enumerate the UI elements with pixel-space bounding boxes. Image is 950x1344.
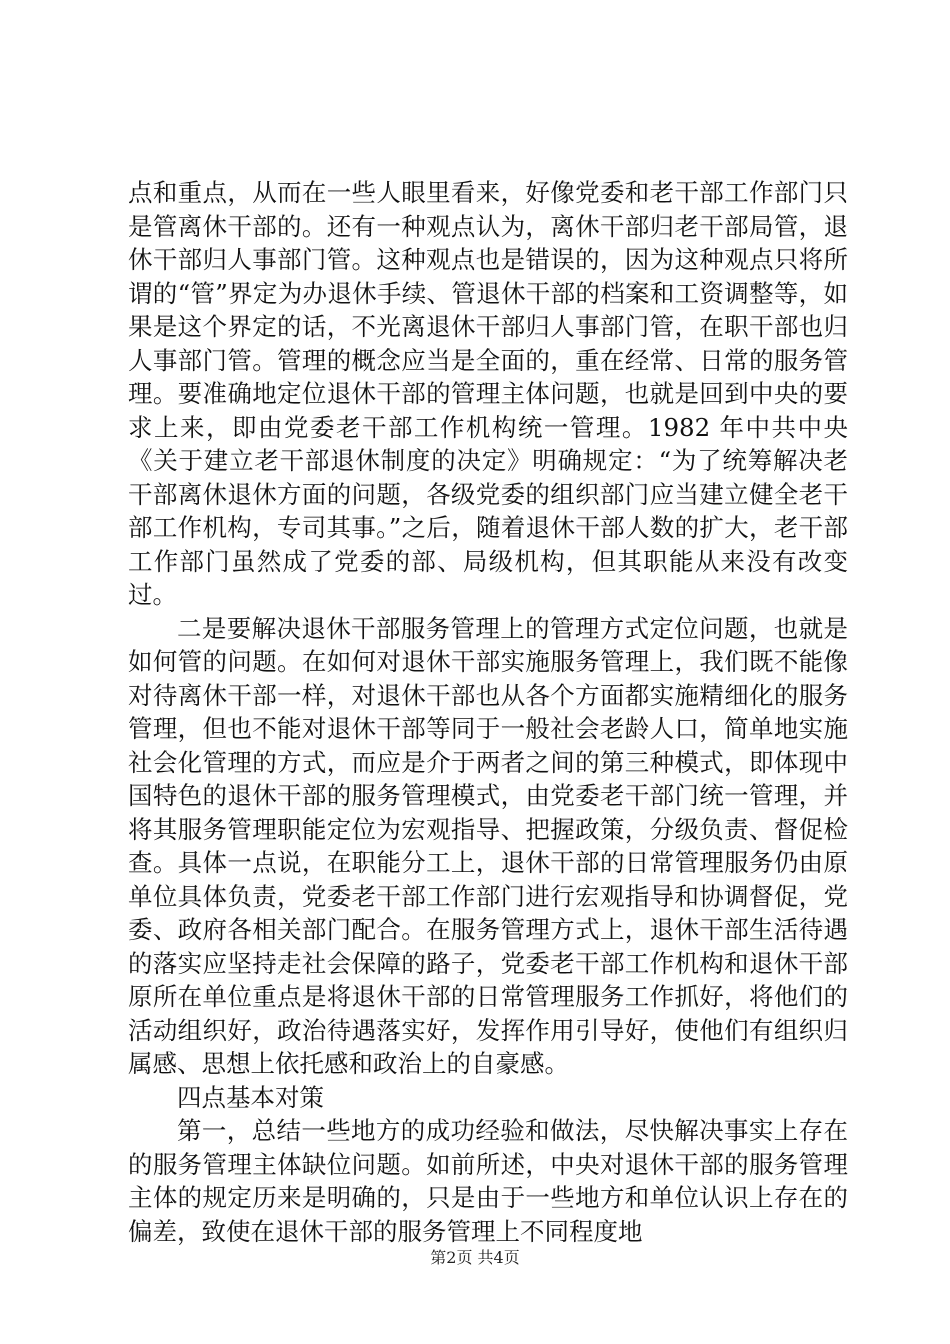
paragraph-management-mode: 二是要解决退休干部服务管理上的管理方式定位问题，也就是如何管的问题。在如何对退休干部实施服务管理上，我们既不能像对待离休干部一样，对退休干部也从各个方面都实施精细化的服务管理，但也不能对退休干部等同于一般社会老龄人口，简单地实施社会化管理的方式，而应是介于两者之间的第三种模式，即体现中国特色的退休干部的服务管理模式，由党委老干部门统一管理，并将其服务管理职能定位为宏观指导、把握政策，分级负责、督促检查。具体一点说，在职能分工上，退休干部的日常管理服务仍由原单位具体负责，党委老干部工作部门进行宏观指导和协调督促，党委、政府各相关部门配合。在服务管理方式上，退休干部生活待遇的落实应坚持走社会保障的路子，党委老干部工作机构和退休干部原所在单位重点是将退休干部的日常管理服务工作抓好，将他们的活动组织好，政治待遇落实好，发挥作用引导好，使他们有组织归属感、思想上依托感和政治上的自豪感。 (128, 613, 848, 1078)
paragraph-first-measure: 第一，总结一些地方的成功经验和做法，尽快解决事实上存在的服务管理主体缺位问题。如前所述，中央对退休干部的服务管理主体的规定历来是明确的，只是由于一些地方和单位认识上存在的偏差，致使在退休干部的服务管理上不同程度地 (128, 1116, 848, 1246)
section-heading: 四点基本对策 (177, 1082, 324, 1112)
page-number-footer: 第2页 共4页 (430, 1248, 520, 1267)
paragraph-continuation: 点和重点，从而在一些人眼里看来，好像党委和老干部工作部门只是管离休干部的。还有一种观点认为，离休干部归老干部局管，退休干部归人事部门管。这种观点也是错误的，因为这种观点只将所谓的“管”界定为办退休手续、管退休干部的档案和工资调整等，如果是这个界定的话，不光离退休干部归人事部门管，在职干部也归人事部门管。管理的概念应当是全面的，重在经常、日常的服务管理。要准确地定位退休干部的管理主体问题，也就是回到中央的要求上来，即由党委老干部工作机构统一管理。1982 年中共中央《关于建立老干部退休制度的决定》明确规定：“为了统筹解决老干部离休退休方面的问题，各级党委的组织部门应当建立健全老干部工作机构，专司其事。”之后，随着退休干部人数的扩大，老干部工作部门虽然成了党委的部、局级机构，但其职能从来没有改变过。 (128, 178, 848, 609)
document-body (128, 176, 848, 1248)
